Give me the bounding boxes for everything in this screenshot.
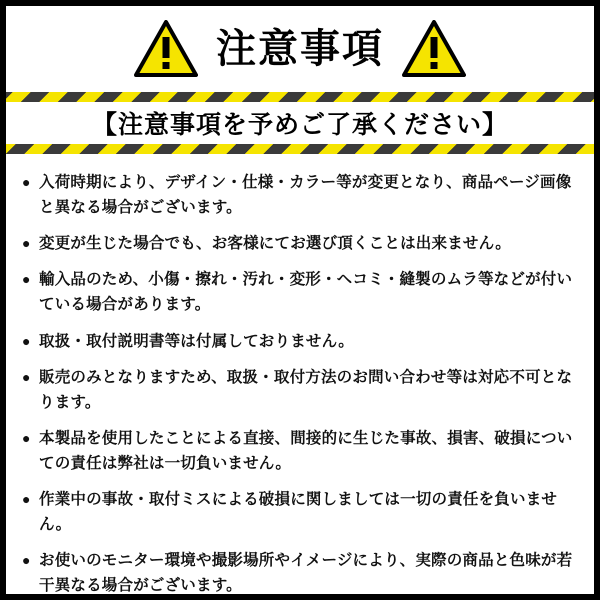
list-item-text: お使いのモニター環境や撮影場所やイメージにより、実際の商品と色味が若干異なる場合がございます。: [39, 552, 573, 595]
bullet-icon: ●: [22, 368, 31, 385]
list-item: [22, 548, 578, 598]
list-item-text: 取扱・取付説明書等は付属しておりません。: [39, 332, 354, 350]
banner-ribbon: [6, 102, 594, 144]
list-item: [22, 329, 578, 354]
bullet-icon: ●: [22, 235, 31, 252]
list-item: [22, 487, 578, 537]
notes-list: [6, 154, 594, 599]
list-item-text: 輸入品のため、小傷・擦れ・汚れ・変形・ヘコミ・縫製のムラ等などが付いている場合があります。: [39, 271, 573, 314]
bullet-icon: ●: [22, 174, 31, 190]
bullet-icon: ●: [22, 491, 31, 508]
page-content: [6, 6, 594, 594]
list-item-text: 変更が生じた場合でも、お客様にてお選び頂くことは出来ません。: [39, 235, 511, 253]
bullet-icon: ●: [22, 332, 31, 349]
bullet-icon: ●: [22, 552, 31, 569]
banner-text: 【注意事項を予めご了承ください】: [91, 111, 508, 139]
list-item-text: 本製品を使用したことによる直接、間接的に生じた事故、損害、破損についての責任は弊社は一切負いません。: [39, 429, 573, 472]
bullet-icon: ●: [22, 271, 31, 288]
list-item-text: 販売のみとなりますため、取扱・取付方法のお問い合わせ等は対応不可となります。: [39, 368, 573, 411]
page-title: 注意事項: [216, 27, 384, 71]
warning-triangle-icon: [134, 20, 198, 78]
warning-triangle-icon: [402, 20, 466, 78]
list-item: [22, 231, 578, 256]
list-item: [22, 170, 578, 220]
title-block: [6, 6, 594, 92]
bullet-icon: ●: [22, 429, 31, 446]
list-item-text: 作業中の事故・取付ミスによる破損に関しましては一切の責任を負いません。: [39, 491, 558, 534]
list-item-text: 入荷時期により、デザイン・仕様・カラー等が変更となり、商品ページ画像と異なる場合がございます。: [39, 174, 572, 217]
hazard-stripe-band: [6, 92, 594, 154]
list-item: [22, 426, 578, 476]
list-item: [22, 365, 578, 415]
list-item: [22, 267, 578, 317]
